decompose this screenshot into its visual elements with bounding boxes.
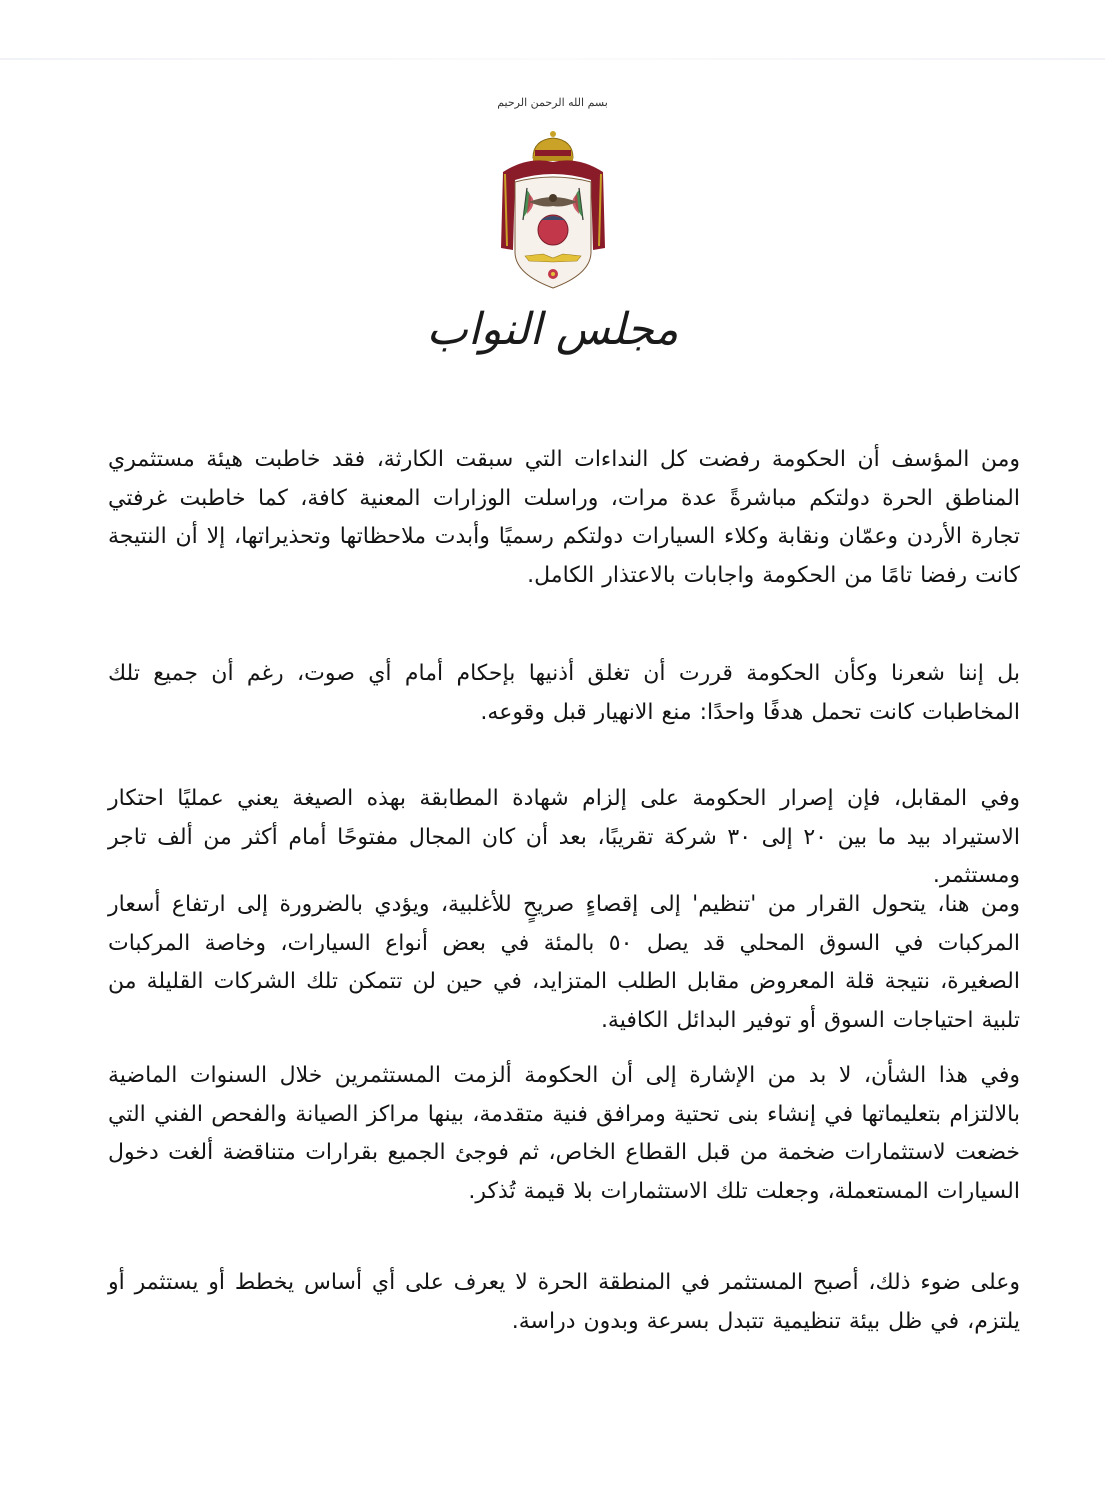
jordan-coat-of-arms-icon	[493, 128, 613, 292]
paragraph-government-rejection: ومن المؤسف أن الحكومة رفضت كل النداءات التي سبقت الكارثة، فقد خاطبت هيئة مستثمري المناطق الحرة دولتكم مباشرةً عدة مرات، وراسلت الوزارات المعنية كافة، كما خاطبت غرفتي تجارة الأردن وعمّان ونقابة وكلاء السيارات دولتكم رسميًا وأبدت ملاحظاتها وتحذيراتها، إلا أن النتيجة كانت رفضا تامًا من الحكومة واجابات بالاعتذار الكامل.	[108, 447, 1020, 588]
paragraph-investments: وفي هذا الشأن، لا بد من الإشارة إلى أن الحكومة ألزمت المستثمرين خلال السنوات الماضية بالالتزام بتعليماتها في إنشاء بنى تحتية ومرافق فنية متقدمة، بينها مراكز الصيانة والفحص الفني التي خضعت لاستثمارات ضخمة من قبل القطاع الخاص، ثم فوجئ الجميع بقرارات متناقضة ألغت دخول السيارات المستعملة، وجعلت تلك الاستثمارات بلا قيمة تُذكر.	[108, 1063, 1020, 1204]
letterhead	[0, 0, 1105, 400]
council-name-logo: مجلس النواب	[426, 304, 679, 355]
paragraph-investor-uncertainty: وعلى ضوء ذلك، أصبح المستثمر في المنطقة الحرة لا يعرف على أي أساس يخطط أو يستثمر أو يلتزم، في ظل بيئة تنظيمية تتبدل بسرعة وبدون دراسة.	[108, 1270, 1020, 1334]
paragraph-import-monopoly: وفي المقابل، فإن إصرار الحكومة على إلزام شهادة المطابقة بهذه الصيغة يعني عمليًا احتكار الاستيراد بيد ما بين ٢٠ إلى ٣٠ شركة تقريبًا، بعد أن كان المجال مفتوحًا أمام أكثر من ألف تاجر ومستثمر.	[108, 786, 1020, 888]
paragraph-government-ignored: بل إننا شعرنا وكأن الحكومة قررت أن تغلق أذنيها بإحكام أمام أي صوت، رغم أن جميع تلك المخاطبات كانت تحمل هدفًا واحدًا: منع الانهيار قبل وقوعه.	[108, 661, 1020, 725]
order-star-icon	[548, 269, 558, 279]
crown-icon	[533, 131, 573, 161]
paragraph-price-increase: ومن هنا، يتحول القرار من 'تنظيم' إلى إقصاءٍ صريحٍ للأغلبية، ويؤدي بالضرورة إلى ارتفاع أسعار المركبات في السوق المحلي قد يصل ٥٠ بالمئة في بعض أنواع السيارات، وخاصة المركبات الصغيرة، نتيجة قلة المعروض مقابل الطلب المتزايد، في حين لن تتمكن تلك الشركات القليلة من تلبية احتياجات السوق أو توفير البدائل الكافية.	[108, 892, 1021, 1033]
basmala-text: بسم الله الرحمن الرحيم	[497, 96, 608, 109]
